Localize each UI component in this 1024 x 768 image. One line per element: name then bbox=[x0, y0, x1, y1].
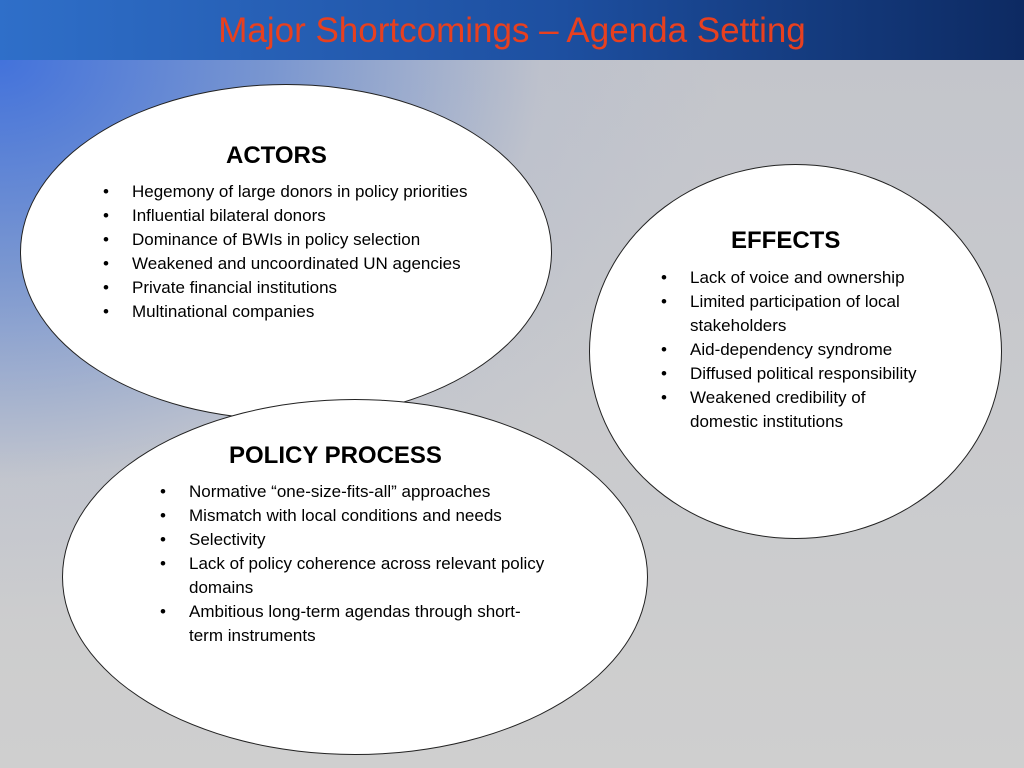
list-item: • Private financial institutions bbox=[100, 276, 480, 300]
list-item: • Normative “one-size-fits-all” approaches bbox=[157, 480, 552, 504]
actors-heading: ACTORS bbox=[226, 142, 327, 169]
list-item: • Multinational companies bbox=[100, 300, 480, 324]
actors-list bbox=[100, 180, 480, 324]
list-item: • Lack of policy coherence across relevant policy domains bbox=[157, 552, 552, 600]
list-item: • Lack of voice and ownership bbox=[658, 266, 928, 290]
list-item: • Weakened and uncoordinated UN agencies bbox=[100, 252, 480, 276]
slide-canvas bbox=[0, 60, 1024, 768]
list-item: • Limited participation of local stakeholders bbox=[658, 290, 928, 338]
list-item: • Diffused political responsibility bbox=[658, 362, 928, 386]
title-bar bbox=[0, 0, 1024, 60]
list-item: • Influential bilateral donors bbox=[100, 204, 480, 228]
list-item: • Mismatch with local conditions and needs bbox=[157, 504, 552, 528]
list-item: • Hegemony of large donors in policy priorities bbox=[100, 180, 480, 204]
list-item: • Aid-dependency syndrome bbox=[658, 338, 928, 362]
list-item: • Dominance of BWIs in policy selection bbox=[100, 228, 480, 252]
effects-list bbox=[658, 266, 928, 434]
policy-process-heading: POLICY PROCESS bbox=[229, 442, 442, 469]
effects-heading: EFFECTS bbox=[731, 227, 841, 254]
slide-title: Major Shortcomings – Agenda Setting bbox=[218, 11, 806, 50]
list-item: • Ambitious long-term agendas through short-term instruments bbox=[157, 600, 552, 648]
policy-process-list bbox=[157, 480, 552, 648]
list-item: • Selectivity bbox=[157, 528, 552, 552]
list-item: • Weakened credibility of domestic institutions bbox=[658, 386, 928, 434]
